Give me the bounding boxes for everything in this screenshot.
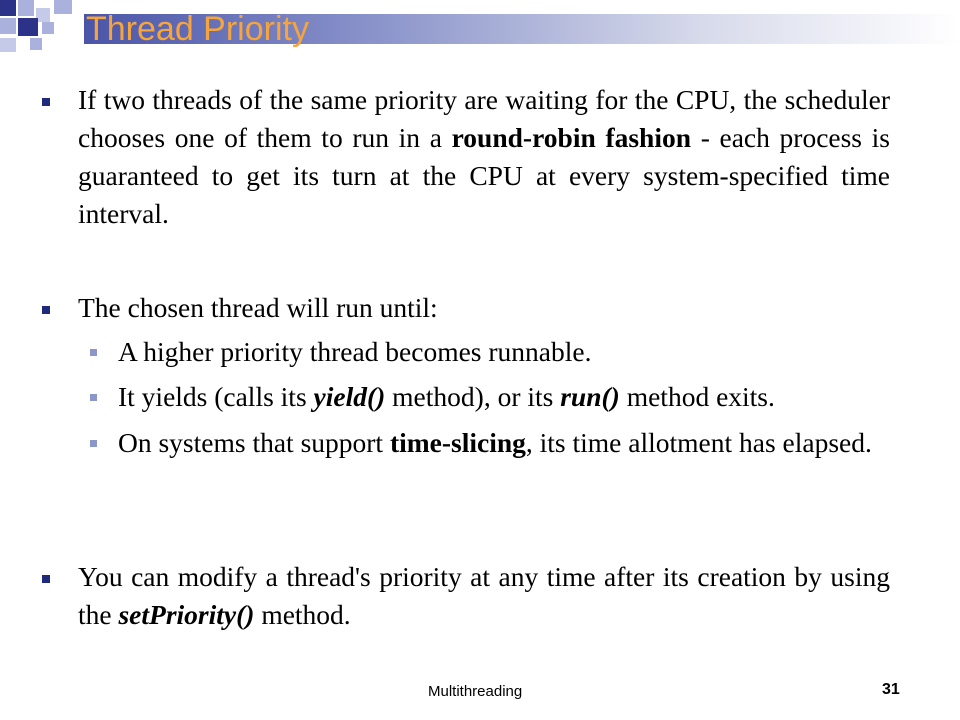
text-segment: method. (254, 599, 351, 630)
bullet-set-priority (78, 558, 890, 634)
bullet-marker (42, 306, 50, 314)
sub-bullet-marker (90, 440, 97, 447)
text-segment: method), or its (385, 381, 561, 412)
sub-bullet-marker (90, 394, 97, 401)
text-segment: If two threads of the same priority are waiting for the CPU, the scheduler chooses one of them to run in a (78, 84, 890, 153)
sub-bullet-time-slicing (118, 424, 890, 462)
text-segment: On systems that support (118, 427, 390, 458)
emphasis: time-slicing (389, 427, 526, 458)
text-segment: The chosen thread will run until: (78, 292, 438, 323)
emphasis: run() (560, 381, 620, 412)
emphasis: yield() (313, 381, 386, 412)
bullet-round-robin (78, 81, 890, 233)
sub-bullet-marker (90, 349, 97, 356)
bullet-marker (42, 575, 50, 583)
text-segment: You can modify a thread's priority at any time after its creation by using the (78, 561, 890, 630)
bullet-marker (42, 98, 50, 106)
slide-title: Thread Priority (86, 10, 309, 48)
text-segment: It yields (calls its (118, 381, 314, 412)
emphasis: setPriority() (118, 599, 255, 630)
bullet-run-until (78, 289, 890, 327)
sub-bullet-runnable (118, 333, 890, 371)
page-number: 31 (882, 681, 900, 698)
text-segment: - each process is guaranteed to get its turn at the CPU at every system-specified time interval. (78, 122, 891, 229)
text-segment: method exits. (619, 381, 775, 412)
emphasis: round-robin fashion (451, 122, 692, 153)
footer-label: Multithreading (428, 683, 523, 700)
text-segment: , its time allotment has elapsed. (525, 427, 872, 458)
text-segment: A higher priority thread becomes runnable. (118, 336, 592, 367)
sub-bullet-yields (118, 378, 890, 416)
